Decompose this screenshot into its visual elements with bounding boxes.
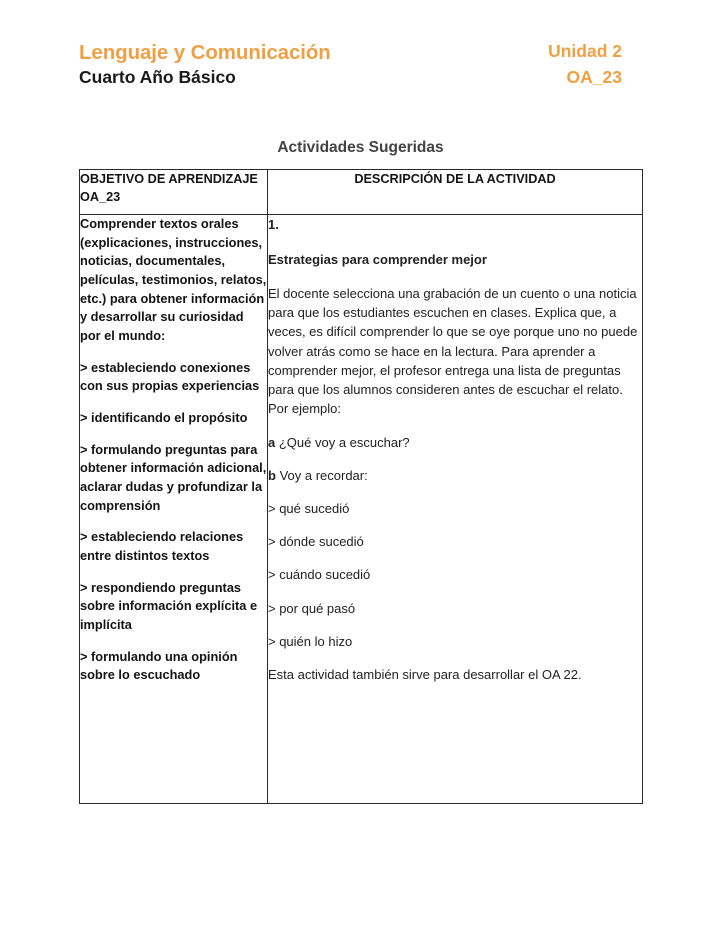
activities-table: [79, 169, 643, 804]
activity-subitem-list: [268, 499, 642, 651]
table-header-row: [80, 170, 643, 215]
header-left-block: [79, 40, 331, 89]
subject-title: Lenguaje y Comunicación: [79, 41, 331, 64]
activity-number: 1.: [268, 217, 279, 232]
question-marker: b: [268, 468, 276, 484]
column-header-description: DESCRIPCIÓN DE LA ACTIVIDAD: [268, 170, 643, 215]
activity-cell: [268, 215, 643, 804]
activity-closing-note: Esta actividad también sirve para desarrollar el OA 22.: [268, 666, 582, 682]
oa-code-label: OA_23: [566, 66, 622, 87]
objective-intro: Comprender textos orales (explicaciones, instrucciones, noticias, documentales, películas, testimonios, relatos, etc.) para obtener información y desarrollar su curiosidad por el mundo:: [80, 216, 267, 344]
unit-label: Unidad 2: [548, 41, 622, 61]
objective-item: > estableciendo relaciones entre distintos textos: [80, 529, 244, 564]
document-header: [79, 40, 622, 89]
activity-question-list: [268, 433, 642, 485]
activity-subitem: > quién lo hizo: [268, 633, 353, 649]
activity-subtitle: Estrategias para comprender mejor: [268, 252, 487, 268]
objective-item: > formulando una opinión sobre lo escuchado: [80, 648, 238, 683]
objective-item: > identificando el propósito: [80, 410, 248, 426]
activity-question: [268, 433, 642, 452]
objective-cell: [80, 215, 268, 804]
objective-item: > estableciendo conexiones con sus propias experiencias: [80, 359, 260, 394]
activity-question: [268, 466, 642, 485]
column-header-objective: OBJETIVO DE APRENDIZAJE OA_23: [80, 170, 268, 215]
question-text: Voy a recordar:: [275, 468, 368, 484]
activity-subitem: > por qué pasó: [268, 600, 356, 616]
objective-item: > respondiendo preguntas sobre información explícita e implícita: [80, 579, 258, 633]
grade-level: Cuarto Año Básico: [79, 67, 236, 87]
question-text: ¿Qué voy a escuchar?: [275, 434, 410, 450]
activity-subitem: > qué sucedió: [268, 501, 350, 517]
objective-item: > formulando preguntas para obtener información adicional, aclarar dudas y profundizar la comprensión: [80, 441, 267, 513]
activity-body: El docente selecciona una grabación de un cuento o una noticia para que los estudiantes escuchen en clases. Explica que, a veces, es difícil comprender lo que se oye porque uno no puede volver atrás como se hace en la lectura. Para aprender a comprender mejor, el profesor entrega una lista de preguntas para que los alumnos consideren antes de escuchar el relato. Por ejemplo:: [268, 286, 638, 416]
header-right-block: [548, 40, 622, 89]
table-row: [80, 215, 643, 804]
section-title: Actividades Sugeridas: [277, 139, 444, 156]
objective-item-list: [80, 359, 267, 685]
activity-subitem: > cuándo sucedió: [268, 567, 371, 583]
activity-subitem: > dónde sucedió: [268, 534, 364, 550]
question-marker: a: [268, 434, 276, 450]
